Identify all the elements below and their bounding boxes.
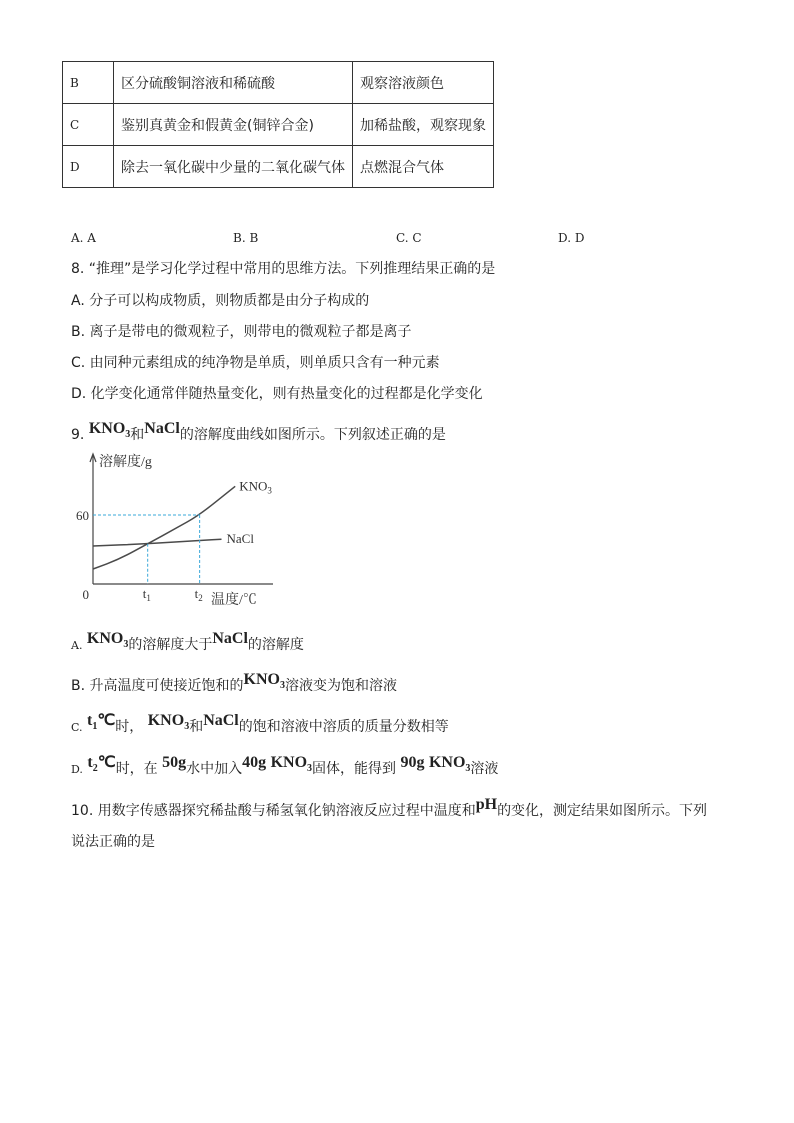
row-method: 加稀盐酸，观察现象 xyxy=(353,104,494,146)
q8-option-b[interactable]: B. 离子是带电的微观粒子，则带电的微观粒子都是离子 xyxy=(71,324,412,340)
row-method: 观察溶液颜色 xyxy=(353,62,494,104)
x-tick-t1: $t_1$ xyxy=(142,586,151,603)
row-label: B xyxy=(63,62,114,104)
row-task: 区分硫酸铜溶液和稀硫酸 xyxy=(114,62,353,104)
ph-symbol: pH xyxy=(475,796,498,813)
t2-symbol: $t_2℃$ xyxy=(87,754,116,775)
row-label: C xyxy=(63,104,114,146)
x-axis-label: 温度/℃ xyxy=(211,593,257,608)
row-task: 除去一氧化碳中少量的二氧化碳气体 xyxy=(114,146,353,188)
nacl-formula: NaCl xyxy=(212,630,248,647)
kno3-formula: $KNO_3$ xyxy=(86,630,129,651)
q10-stem-line2: 说法正确的是 xyxy=(71,834,155,850)
options-table xyxy=(62,61,494,188)
q8-stem: 8. “推理”是学习化学过程中常用的思维方法。下列推理结果正确的是 xyxy=(71,261,496,277)
mass-50g: 50g xyxy=(162,754,187,771)
q9-option-b[interactable]: B. 升高温度可使接近饱和的$KNO_3$溶液变为饱和溶液 xyxy=(71,671,397,694)
q8-option-c[interactable]: C. 由同种元素组成的纯净物是单质，则单质只含有一种元素 xyxy=(71,355,440,371)
kno3-formula: $KNO_3$ xyxy=(88,420,131,441)
kno3-formula: $KNO_3$ xyxy=(147,712,190,733)
q7-choice-b[interactable]: B. B xyxy=(233,231,259,245)
nacl-curve-label: NaCl xyxy=(226,531,254,547)
solubility-chart xyxy=(76,450,284,610)
q9-option-a[interactable]: A. $KNO_3$的溶解度大于NaCl的溶解度 xyxy=(71,630,304,653)
q10-stem: 10. 用数字传感器探究稀盐酸与稀氢氧化钠溶液反应过程中温度和pH的变化，测定结果如图所示。下列 xyxy=(71,796,708,819)
y-tick-60: 60 xyxy=(76,508,89,523)
nacl-formula: NaCl xyxy=(144,420,180,437)
x-tick-t2: $t_2$ xyxy=(194,586,203,603)
row-label: D xyxy=(63,146,114,188)
kno3-formula: $KNO_3$ xyxy=(428,754,471,775)
q8-option-a[interactable]: A. 分子可以构成物质，则物质都是由分子构成的 xyxy=(71,293,370,309)
origin-label: 0 xyxy=(82,587,89,602)
mass-90g: 90g xyxy=(400,754,425,771)
q9-stem: 9. $KNO_3$和NaCl的溶解度曲线如图所示。下列叙述正确的是 xyxy=(71,420,446,443)
y-axis-label: 溶解度/g xyxy=(99,455,152,470)
q7-choice-a[interactable]: A. A xyxy=(71,231,96,245)
kno3-curve-label: $KNO_3$ xyxy=(239,478,272,496)
row-task: 鉴别真黄金和假黄金(铜锌合金) xyxy=(114,104,353,146)
q9-option-c[interactable]: C. $t_1℃$时， $KNO_3$和NaCl的饱和溶液中溶质的质量分数相等 xyxy=(71,712,449,735)
mass-40g: 40g xyxy=(242,754,267,771)
table-row xyxy=(63,62,494,104)
kno3-curve xyxy=(93,486,235,569)
nacl-formula: NaCl xyxy=(203,712,239,729)
t1-symbol: $t_1℃$ xyxy=(86,712,116,733)
table-row xyxy=(63,104,494,146)
q9-option-d[interactable]: D. $t_2℃$时，在 50g水中加入40g $KNO_3$固体，能得到 90g $KNO_3$溶液 xyxy=(71,754,499,777)
kno3-formula: $KNO_3$ xyxy=(243,671,285,692)
q7-choice-c[interactable]: C. C xyxy=(396,231,422,245)
q9-number: 9. xyxy=(71,427,85,443)
nacl-curve xyxy=(93,539,222,546)
kno3-formula: $KNO_3$ xyxy=(270,754,313,775)
row-method: 点燃混合气体 xyxy=(353,146,494,188)
q7-choice-d[interactable]: D. D xyxy=(558,231,585,245)
q8-option-d[interactable]: D. 化学变化通常伴随热量变化，则有热量变化的过程都是化学变化 xyxy=(71,386,483,402)
table-row xyxy=(63,146,494,188)
